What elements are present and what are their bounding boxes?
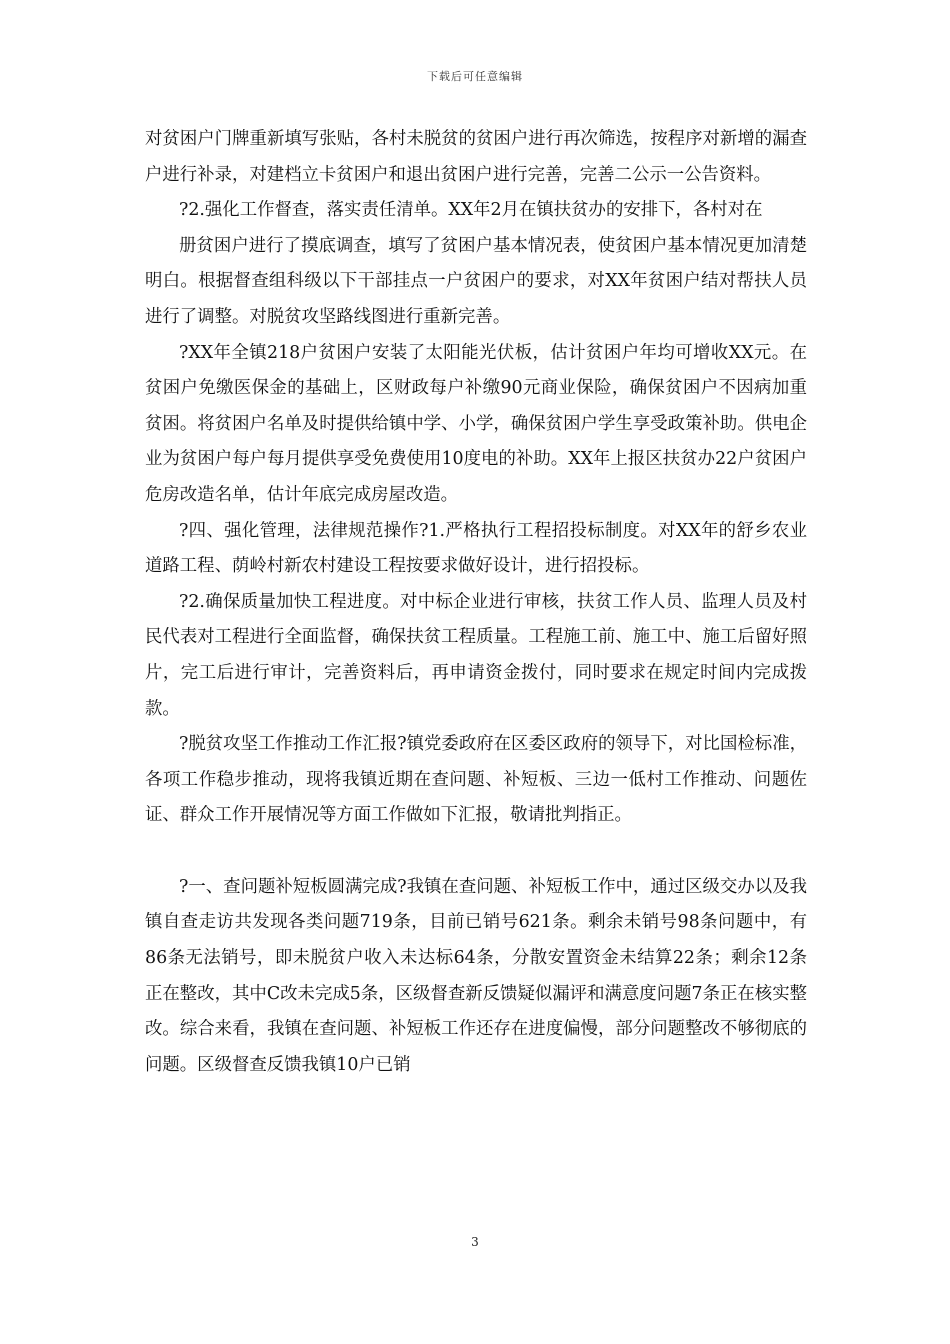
paragraph-issues: ?一、查问题补短板圆满完成?我镇在查问题、补短板工作中，通过区级交办以及我镇自查走访共发现各类问题719条，目前已销号621条。剩余未销号98条问题中，有86条无法销号，即未脱贫户收入未达标64条，分散安置资金未结算22条；剩余12条正在整改，其中C改未完成5条，区级督查新反馈疑似漏评和满意度问题7条正在核实整改。综合来看，我镇在查问题、补短板工作还存在进度偏慢，部分问题整改不够彻底的问题。区级督查反馈我镇10户已销 <box>145 876 807 1075</box>
page-header-note: 下载后可任意编辑 <box>427 70 523 83</box>
document-body <box>145 122 807 1083</box>
paragraph-supervision: ?2.强化工作督查，落实责任清单。XX年2月在镇扶贫办的安排下，各村对在 <box>179 200 763 221</box>
paragraph-gap <box>145 834 807 870</box>
paragraph-solar: ?XX年全镇218户贫困户安装了太阳能光伏板，估计贫困户年均可增收XX元。在贫困户免缴医保金的基础上，区财政每户补缴90元商业保险，确保贫困户不因病加重贫困。将贫困户名单及时提供给镇中学、小学，确保贫困户学生享受政策补助。供电企业为贫困户每户每月提供享受免费使用10度电的补助。XX年上报区扶贫办22户贫困户危房改造名单，估计年底完成房屋改造。 <box>145 342 807 505</box>
paragraph-continued: 对贫困户门牌重新填写张贴，各村未脱贫的贫困户进行再次筛选，按程序对新增的漏查户进行补录，对建档立卡贫困户和退出贫困户进行完善，完善二公示一公告资料。 <box>145 129 807 185</box>
paragraph-survey: 册贫困户进行了摸底调查，填写了贫困户基本情况表，使贫困户基本情况更加清楚明白。根据督查组科级以下干部挂点一户贫困户的要求，对XX年贫困户结对帮扶人员进行了调整。对脱贫攻坚路线图进行重新完善。 <box>145 235 807 327</box>
page-number: 3 <box>471 1235 479 1249</box>
paragraph-report-intro: ?脱贫攻坚工作推动工作汇报?镇党委政府在区委区政府的领导下，对比国检标准，各项工作稳步推动，现将我镇近期在查问题、补短板、三边一低村工作推动、问题佐证、群众工作开展情况等方面工作做如下汇报，敬请批判指正。 <box>145 734 807 826</box>
paragraph-quality: ?2.确保质量加快工程进度。对中标企业进行审核，扶贫工作人员、监理人员及村民代表对工程进行全面监督，确保扶贫工程质量。工程施工前、施工中、施工后留好照片，完工后进行审计，完善资料后，再申请资金拨付，同时要求在规定时间内完成拨款。 <box>145 591 807 719</box>
paragraph-management: ?四、强化管理，法律规范操作?1.严格执行工程招投标制度。对XX年的舒乡农业道路工程、荫岭村新农村建设工程按要求做好设计，进行招投标。 <box>145 520 807 577</box>
